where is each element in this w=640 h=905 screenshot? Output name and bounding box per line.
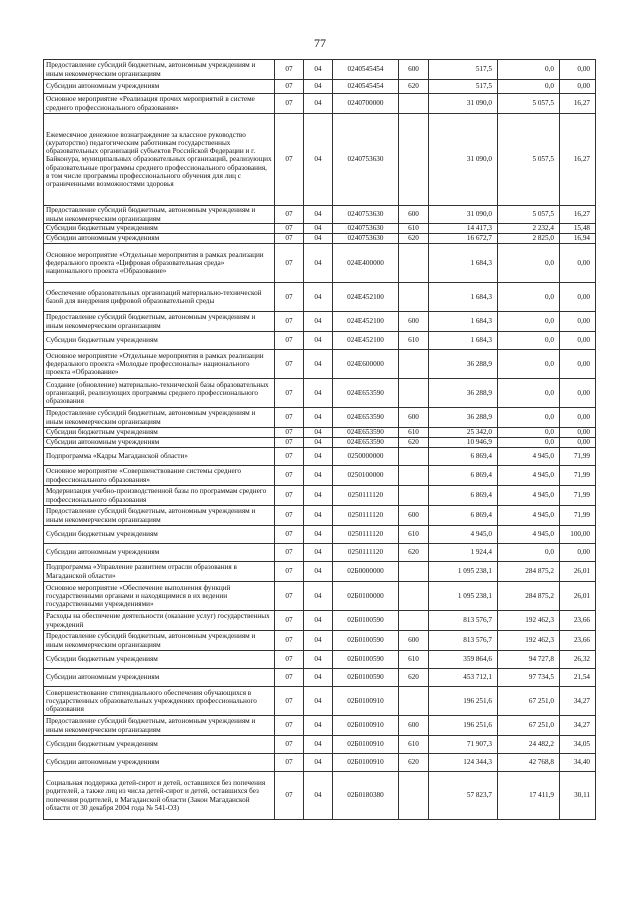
target-article-code: 02Б0100910 [333, 687, 399, 716]
target-article-code: 02Б0100910 [333, 736, 399, 754]
expense-type-code [399, 283, 429, 312]
expense-type-code: 620 [399, 754, 429, 772]
expense-type-code: 610 [399, 526, 429, 544]
expense-type-code: 600 [399, 506, 429, 526]
target-article-code: 0240545454 [333, 60, 399, 80]
row-name: Субсидии автономным учреждениям [44, 438, 275, 448]
plan-amount: 359 864,6 [429, 651, 498, 669]
execution-percent: 23,66 [560, 611, 596, 631]
subsection-code: 04 [304, 506, 333, 526]
section-code: 07 [275, 224, 304, 234]
expense-type-code: 610 [399, 332, 429, 350]
subsection-code: 04 [304, 611, 333, 631]
subsection-code: 04 [304, 283, 333, 312]
plan-amount: 36 288,9 [429, 408, 498, 428]
table-row [44, 736, 596, 754]
section-code: 07 [275, 408, 304, 428]
expense-type-code: 610 [399, 224, 429, 234]
subsection-code: 04 [304, 244, 333, 283]
execution-percent: 26,01 [560, 562, 596, 582]
execution-percent: 0,00 [560, 408, 596, 428]
row-name: Совершенствование стипендиального обеспечения обучающихся в государственных образовательных учреждениях профессионального образования [44, 687, 275, 716]
execution-percent: 0,00 [560, 428, 596, 438]
target-article-code: 02Б0100590 [333, 669, 399, 687]
actual-amount: 24 482,2 [498, 736, 560, 754]
actual-amount: 0,0 [498, 544, 560, 562]
subsection-code: 04 [304, 350, 333, 379]
plan-amount: 6 869,4 [429, 466, 498, 486]
execution-percent: 0,00 [560, 60, 596, 80]
row-name: Субсидии бюджетным учреждениям [44, 526, 275, 544]
plan-amount: 1 924,4 [429, 544, 498, 562]
actual-amount: 0,0 [498, 80, 560, 94]
row-name: Основное мероприятие «Совершенствование системы среднего профессионального образования» [44, 466, 275, 486]
subsection-code: 04 [304, 332, 333, 350]
row-name: Субсидии автономным учреждениям [44, 80, 275, 94]
section-code: 07 [275, 582, 304, 611]
expense-type-code: 600 [399, 206, 429, 224]
target-article-code: 024E400000 [333, 244, 399, 283]
section-code: 07 [275, 466, 304, 486]
target-article-code: 0250111120 [333, 544, 399, 562]
plan-amount: 36 288,9 [429, 379, 498, 408]
table-row [44, 244, 596, 283]
target-article-code: 024E452100 [333, 332, 399, 350]
table-row [44, 114, 596, 206]
section-code: 07 [275, 60, 304, 80]
row-name: Ежемесячное денежное вознаграждение за классное руководство (кураторство) педагогическим работникам государственных образовательных организаций субъектов Российской Федерации и г. Байконура, муниципальных образовательных организаций, реализующих образовательные программы среднего профессионального образования, в том числе программы профессионального обучения для лиц с ограниченными возможностями здоровья [44, 114, 275, 206]
section-code: 07 [275, 234, 304, 244]
target-article-code: 0240753630 [333, 114, 399, 206]
actual-amount: 0,0 [498, 379, 560, 408]
actual-amount: 0,0 [498, 428, 560, 438]
target-article-code: 0250111120 [333, 526, 399, 544]
table-row [44, 224, 596, 234]
execution-percent: 0,00 [560, 379, 596, 408]
subsection-code: 04 [304, 651, 333, 669]
execution-percent: 16,27 [560, 94, 596, 114]
execution-percent: 23,66 [560, 631, 596, 651]
section-code: 07 [275, 687, 304, 716]
expense-type-code [399, 244, 429, 283]
expense-type-code [399, 94, 429, 114]
actual-amount: 4 945,0 [498, 506, 560, 526]
target-article-code: 024E653590 [333, 428, 399, 438]
execution-percent: 0,00 [560, 350, 596, 379]
target-article-code: 0250000000 [333, 448, 399, 466]
section-code: 07 [275, 312, 304, 332]
subsection-code: 04 [304, 206, 333, 224]
section-code: 07 [275, 651, 304, 669]
section-code: 07 [275, 562, 304, 582]
execution-percent: 26,01 [560, 582, 596, 611]
table-row [44, 466, 596, 486]
actual-amount: 284 875,2 [498, 582, 560, 611]
table-row [44, 60, 596, 80]
plan-amount: 6 869,4 [429, 506, 498, 526]
actual-amount: 284 875,2 [498, 562, 560, 582]
subsection-code: 04 [304, 60, 333, 80]
execution-percent: 0,00 [560, 438, 596, 448]
subsection-code: 04 [304, 544, 333, 562]
actual-amount: 0,0 [498, 312, 560, 332]
plan-amount: 124 344,3 [429, 754, 498, 772]
table-row [44, 562, 596, 582]
expense-type-code: 620 [399, 234, 429, 244]
section-code: 07 [275, 80, 304, 94]
plan-amount: 1 684,3 [429, 312, 498, 332]
plan-amount: 1 684,3 [429, 244, 498, 283]
expense-type-code [399, 486, 429, 506]
table-row [44, 438, 596, 448]
target-article-code: 02Б0180380 [333, 772, 399, 820]
expense-type-code [399, 582, 429, 611]
execution-percent: 30,11 [560, 772, 596, 820]
actual-amount: 0,0 [498, 332, 560, 350]
table-row [44, 651, 596, 669]
expense-type-code: 620 [399, 544, 429, 562]
subsection-code: 04 [304, 687, 333, 716]
expense-type-code [399, 611, 429, 631]
actual-amount: 0,0 [498, 283, 560, 312]
actual-amount: 4 945,0 [498, 448, 560, 466]
row-name: Субсидии бюджетным учреждениям [44, 332, 275, 350]
execution-percent: 34,27 [560, 687, 596, 716]
expense-type-code [399, 466, 429, 486]
table-row [44, 80, 596, 94]
execution-percent: 16,27 [560, 114, 596, 206]
target-article-code: 02Б0100910 [333, 754, 399, 772]
execution-percent: 0,00 [560, 332, 596, 350]
row-name: Подпрограмма «Управление развитием отрасли образования в Магаданской области» [44, 562, 275, 582]
expense-type-code [399, 350, 429, 379]
expense-type-code: 600 [399, 408, 429, 428]
target-article-code: 0240753630 [333, 206, 399, 224]
section-code: 07 [275, 631, 304, 651]
expense-type-code [399, 379, 429, 408]
actual-amount: 192 462,3 [498, 611, 560, 631]
subsection-code: 04 [304, 312, 333, 332]
subsection-code: 04 [304, 772, 333, 820]
target-article-code: 024E653590 [333, 408, 399, 428]
subsection-code: 04 [304, 562, 333, 582]
plan-amount: 813 576,7 [429, 611, 498, 631]
plan-amount: 813 576,7 [429, 631, 498, 651]
section-code: 07 [275, 350, 304, 379]
subsection-code: 04 [304, 448, 333, 466]
expense-type-code: 600 [399, 60, 429, 80]
expense-type-code: 620 [399, 80, 429, 94]
execution-percent: 0,00 [560, 283, 596, 312]
expense-type-code [399, 114, 429, 206]
target-article-code: 0240700000 [333, 94, 399, 114]
target-article-code: 024E653590 [333, 379, 399, 408]
plan-amount: 1 095 238,1 [429, 582, 498, 611]
actual-amount: 0,0 [498, 244, 560, 283]
section-code: 07 [275, 332, 304, 350]
row-name: Субсидии автономным учреждениям [44, 754, 275, 772]
row-name: Основное мероприятие «Обеспечение выполнения функций государственными органами и находящимися в их ведении государственными учреждениями» [44, 582, 275, 611]
execution-percent: 26,32 [560, 651, 596, 669]
actual-amount: 5 057,5 [498, 94, 560, 114]
section-code: 07 [275, 669, 304, 687]
section-code: 07 [275, 772, 304, 820]
section-code: 07 [275, 94, 304, 114]
section-code: 07 [275, 716, 304, 736]
row-name: Расходы на обеспечение деятельности (оказание услуг) государственных учреждений [44, 611, 275, 631]
table-row [44, 428, 596, 438]
plan-amount: 517,5 [429, 80, 498, 94]
table-row [44, 754, 596, 772]
target-article-code: 024E600000 [333, 350, 399, 379]
target-article-code: 0240753630 [333, 224, 399, 234]
expense-type-code [399, 448, 429, 466]
table-row [44, 379, 596, 408]
plan-amount: 25 342,0 [429, 428, 498, 438]
budget-table [43, 59, 596, 820]
page-number: 77 [314, 36, 326, 50]
target-article-code: 0240753630 [333, 234, 399, 244]
execution-percent: 0,00 [560, 544, 596, 562]
plan-amount: 196 251,6 [429, 716, 498, 736]
table-row [44, 283, 596, 312]
execution-percent: 16,27 [560, 206, 596, 224]
table-row [44, 526, 596, 544]
section-code: 07 [275, 754, 304, 772]
execution-percent: 71,99 [560, 466, 596, 486]
execution-percent: 21,54 [560, 669, 596, 687]
table-row [44, 448, 596, 466]
execution-percent: 34,27 [560, 716, 596, 736]
actual-amount: 67 251,0 [498, 687, 560, 716]
actual-amount: 4 945,0 [498, 486, 560, 506]
table-row [44, 772, 596, 820]
subsection-code: 04 [304, 582, 333, 611]
execution-percent: 71,99 [560, 448, 596, 466]
execution-percent: 0,00 [560, 80, 596, 94]
row-name: Предоставление субсидий бюджетным, автономным учреждениям и иным некоммерческим организациям [44, 716, 275, 736]
row-name: Подпрограмма «Кадры Магаданской области» [44, 448, 275, 466]
row-name: Субсидии автономным учреждениям [44, 669, 275, 687]
expense-type-code: 620 [399, 669, 429, 687]
plan-amount: 517,5 [429, 60, 498, 80]
section-code: 07 [275, 379, 304, 408]
target-article-code: 02Б0100000 [333, 582, 399, 611]
table-row [44, 687, 596, 716]
row-name: Основное мероприятие «Отдельные мероприятия в рамках реализации федерального проекта «Молодые профессионалы» национального проекта «Образование» [44, 350, 275, 379]
table-row [44, 716, 596, 736]
row-name: Основное мероприятие «Реализация прочих мероприятий в системе среднего профессионального образования» [44, 94, 275, 114]
execution-percent: 0,00 [560, 312, 596, 332]
expense-type-code: 620 [399, 438, 429, 448]
subsection-code: 04 [304, 234, 333, 244]
table-row [44, 234, 596, 244]
actual-amount: 94 727,8 [498, 651, 560, 669]
execution-percent: 71,99 [560, 506, 596, 526]
target-article-code: 024E653590 [333, 438, 399, 448]
row-name: Субсидии бюджетным учреждениям [44, 651, 275, 669]
section-code: 07 [275, 486, 304, 506]
subsection-code: 04 [304, 379, 333, 408]
section-code: 07 [275, 526, 304, 544]
subsection-code: 04 [304, 669, 333, 687]
execution-percent: 16,94 [560, 234, 596, 244]
subsection-code: 04 [304, 80, 333, 94]
table-row [44, 206, 596, 224]
subsection-code: 04 [304, 114, 333, 206]
subsection-code: 04 [304, 408, 333, 428]
plan-amount: 31 090,0 [429, 94, 498, 114]
expense-type-code: 600 [399, 631, 429, 651]
target-article-code: 02Б0000000 [333, 562, 399, 582]
execution-percent: 100,00 [560, 526, 596, 544]
target-article-code: 0250100000 [333, 466, 399, 486]
actual-amount: 5 057,5 [498, 114, 560, 206]
target-article-code: 02Б0100590 [333, 611, 399, 631]
plan-amount: 31 090,0 [429, 206, 498, 224]
plan-amount: 1 684,3 [429, 332, 498, 350]
execution-percent: 0,00 [560, 244, 596, 283]
section-code: 07 [275, 206, 304, 224]
table-row [44, 506, 596, 526]
execution-percent: 71,99 [560, 486, 596, 506]
actual-amount: 192 462,3 [498, 631, 560, 651]
table-row [44, 544, 596, 562]
plan-amount: 6 869,4 [429, 486, 498, 506]
row-name: Предоставление субсидий бюджетным, автономным учреждениям и иным некоммерческим организациям [44, 206, 275, 224]
expense-type-code [399, 562, 429, 582]
row-name: Субсидии бюджетным учреждениям [44, 224, 275, 234]
subsection-code: 04 [304, 526, 333, 544]
target-article-code: 02Б0100910 [333, 716, 399, 736]
subsection-code: 04 [304, 716, 333, 736]
execution-percent: 15,48 [560, 224, 596, 234]
plan-amount: 31 090,0 [429, 114, 498, 206]
actual-amount: 0,0 [498, 350, 560, 379]
row-name: Предоставление субсидий бюджетным, автономным учреждениям и иным некоммерческим организациям [44, 408, 275, 428]
actual-amount: 2 232,4 [498, 224, 560, 234]
plan-amount: 10 946,9 [429, 438, 498, 448]
actual-amount: 2 825,0 [498, 234, 560, 244]
row-name: Модернизация учебно-производственной базы по программам среднего профессионального образования [44, 486, 275, 506]
section-code: 07 [275, 438, 304, 448]
target-article-code: 02Б0100590 [333, 651, 399, 669]
table-row [44, 94, 596, 114]
row-name: Создание (обновление) материально-технической базы образовательных организаций, реализующих программы среднего профессионального образования [44, 379, 275, 408]
subsection-code: 04 [304, 754, 333, 772]
row-name: Субсидии автономным учреждениям [44, 544, 275, 562]
row-name: Предоставление субсидий бюджетным, автономным учреждениям и иным некоммерческим организациям [44, 60, 275, 80]
execution-percent: 34,40 [560, 754, 596, 772]
section-code: 07 [275, 283, 304, 312]
actual-amount: 4 945,0 [498, 526, 560, 544]
subsection-code: 04 [304, 486, 333, 506]
actual-amount: 4 945,0 [498, 466, 560, 486]
plan-amount: 16 672,7 [429, 234, 498, 244]
table-row [44, 350, 596, 379]
table-row [44, 332, 596, 350]
expense-type-code [399, 687, 429, 716]
expense-type-code: 600 [399, 312, 429, 332]
target-article-code: 024E452100 [333, 312, 399, 332]
row-name: Предоставление субсидий бюджетным, автономным учреждениям и иным некоммерческим организациям [44, 506, 275, 526]
table-row [44, 486, 596, 506]
actual-amount: 67 251,0 [498, 716, 560, 736]
actual-amount: 97 734,5 [498, 669, 560, 687]
row-name: Основное мероприятие «Отдельные мероприятия в рамках реализации федерального проекта «Цифровая образовательная среда» национального проекта «Образование» [44, 244, 275, 283]
subsection-code: 04 [304, 224, 333, 234]
plan-amount: 71 907,3 [429, 736, 498, 754]
subsection-code: 04 [304, 466, 333, 486]
target-article-code: 02Б0100590 [333, 631, 399, 651]
expense-type-code: 610 [399, 651, 429, 669]
subsection-code: 04 [304, 428, 333, 438]
target-article-code: 024E452100 [333, 283, 399, 312]
expense-type-code: 600 [399, 716, 429, 736]
row-name: Социальная поддержка детей-сирот и детей, оставшихся без попечения родителей, а также лиц из числа детей-сирот и детей, оставшихся без попечения родителей, в Магаданской области (Закон Магаданской области от 30 декабря 2004 года № 541-ОЗ) [44, 772, 275, 820]
subsection-code: 04 [304, 438, 333, 448]
subsection-code: 04 [304, 631, 333, 651]
table-row [44, 408, 596, 428]
section-code: 07 [275, 611, 304, 631]
actual-amount: 0,0 [498, 408, 560, 428]
subsection-code: 04 [304, 94, 333, 114]
section-code: 07 [275, 428, 304, 438]
actual-amount: 17 411,9 [498, 772, 560, 820]
plan-amount: 1 684,3 [429, 283, 498, 312]
actual-amount: 42 768,8 [498, 754, 560, 772]
execution-percent: 34,05 [560, 736, 596, 754]
plan-amount: 6 869,4 [429, 448, 498, 466]
target-article-code: 0250111120 [333, 506, 399, 526]
plan-amount: 4 945,0 [429, 526, 498, 544]
table-row [44, 669, 596, 687]
row-name: Субсидии автономным учреждениям [44, 234, 275, 244]
row-name: Предоставление субсидий бюджетным, автономным учреждениям и иным некоммерческим организациям [44, 631, 275, 651]
section-code: 07 [275, 506, 304, 526]
expense-type-code: 610 [399, 428, 429, 438]
expense-type-code [399, 772, 429, 820]
target-article-code: 0240545454 [333, 80, 399, 94]
table-row [44, 631, 596, 651]
actual-amount: 0,0 [498, 60, 560, 80]
actual-amount: 0,0 [498, 438, 560, 448]
target-article-code: 0250111120 [333, 486, 399, 506]
plan-amount: 57 823,7 [429, 772, 498, 820]
actual-amount: 5 057,5 [498, 206, 560, 224]
expense-type-code: 610 [399, 736, 429, 754]
section-code: 07 [275, 544, 304, 562]
section-code: 07 [275, 448, 304, 466]
subsection-code: 04 [304, 736, 333, 754]
table-row [44, 582, 596, 611]
section-code: 07 [275, 114, 304, 206]
plan-amount: 14 417,3 [429, 224, 498, 234]
row-name: Предоставление субсидий бюджетным, автономным учреждениям и иным некоммерческим организациям [44, 312, 275, 332]
plan-amount: 453 712,1 [429, 669, 498, 687]
section-code: 07 [275, 736, 304, 754]
table-row [44, 312, 596, 332]
row-name: Субсидии бюджетным учреждениям [44, 736, 275, 754]
plan-amount: 1 095 238,1 [429, 562, 498, 582]
row-name: Субсидии бюджетным учреждениям [44, 428, 275, 438]
row-name: Обеспечение образовательных организаций материально-технической базой для внедрения цифровой образовательной среды [44, 283, 275, 312]
table-row [44, 611, 596, 631]
plan-amount: 196 251,6 [429, 687, 498, 716]
section-code: 07 [275, 244, 304, 283]
plan-amount: 36 288,9 [429, 350, 498, 379]
